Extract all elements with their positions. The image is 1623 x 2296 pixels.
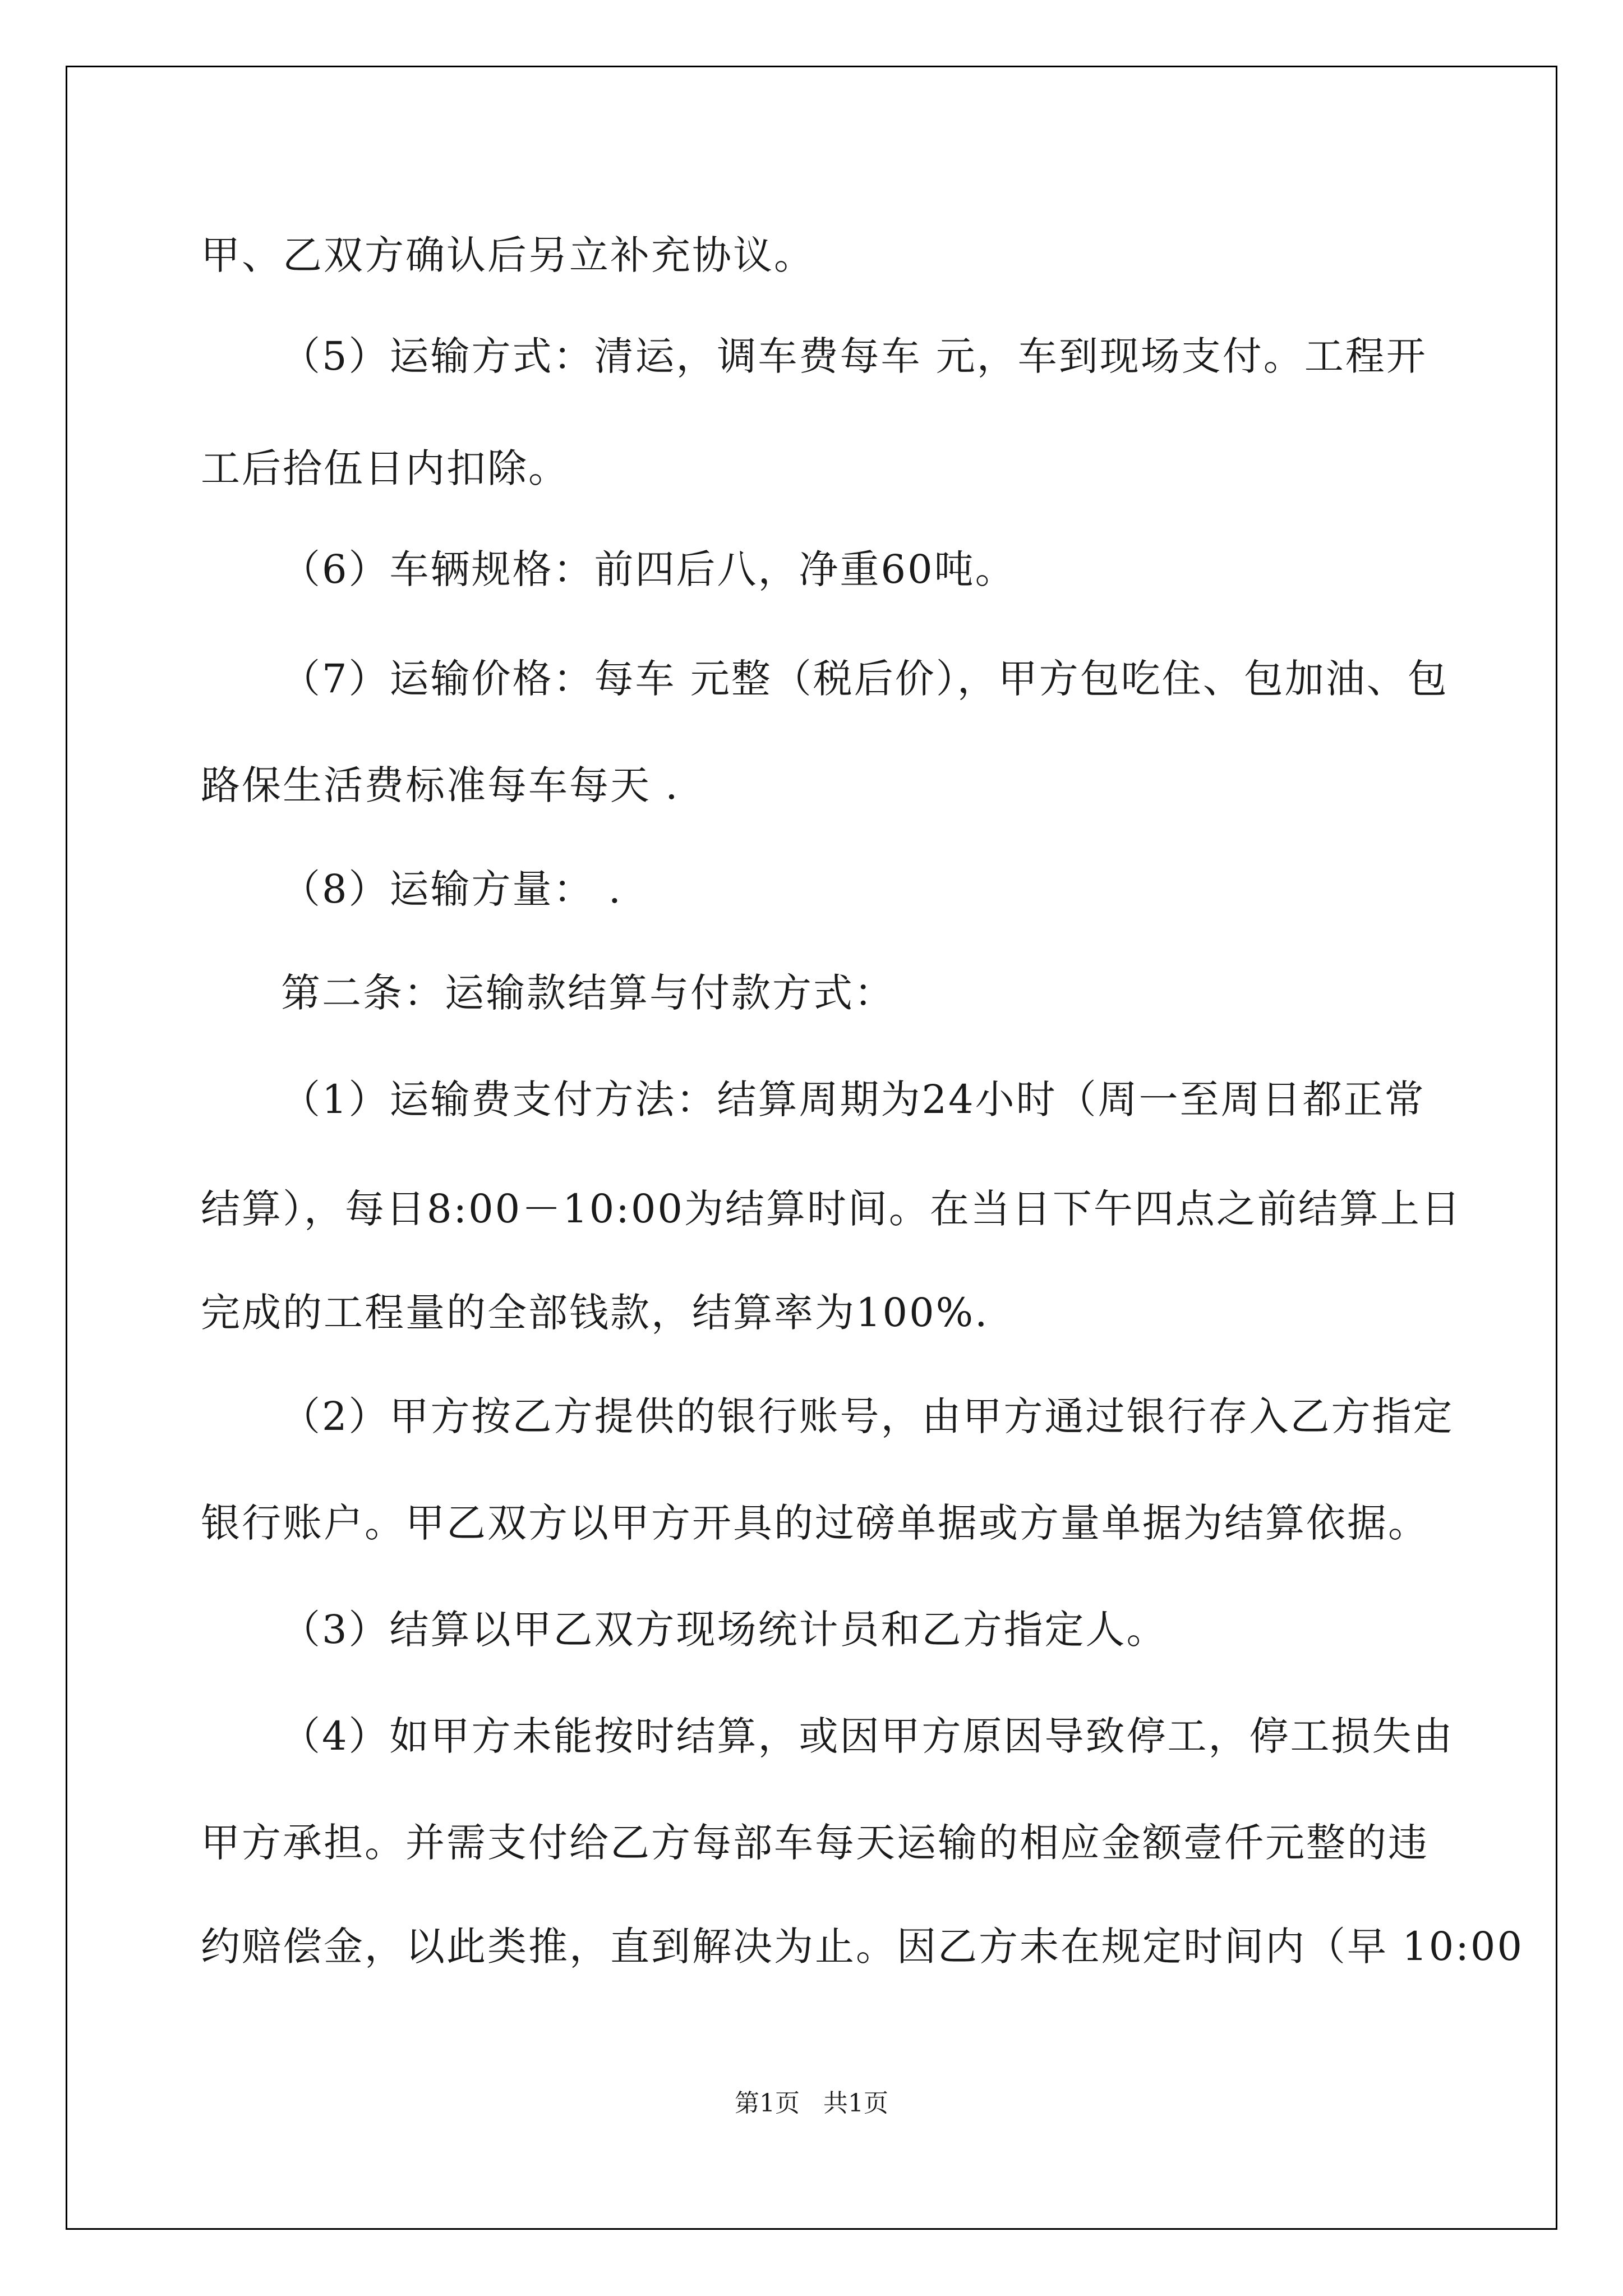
page-border xyxy=(66,66,1557,2230)
text-line: （8）运输方量： . xyxy=(281,866,623,912)
text-line: （7）运输价格：每车 元整（税后价），甲方包吃住、包加油、包 xyxy=(281,656,1449,702)
text-line: 完成的工程量的全部钱款，结算率为100%. xyxy=(201,1290,989,1336)
text-line: 甲方承担。并需支付给乙方每部车每天运输的相应金额壹仟元整的违 xyxy=(201,1820,1429,1866)
text-line: （2）甲方按乙方提供的银行账号，由甲方通过银行存入乙方指定 xyxy=(281,1393,1454,1439)
text-line: （1）运输费支付方法：结算周期为24小时（周一至周日都正常 xyxy=(281,1076,1426,1122)
section-heading: 第二条：运输款结算与付款方式： xyxy=(281,970,895,1016)
text-line: 结算），每日8:00－10:00为结算时间。在当日下午四点之前结算上日 xyxy=(201,1186,1462,1232)
text-line: 工后拾伍日内扣除。 xyxy=(201,445,569,491)
text-line: （5）运输方式：清运，调车费每车 元，车到现场支付。工程开 xyxy=(281,333,1427,379)
text-line: （3）结算以甲乙双方现场统计员和乙方指定人。 xyxy=(281,1607,1168,1653)
text-line: 约赔偿金，以此类推，直到解决为止。因乙方未在规定时间内（早 10:00 xyxy=(201,1924,1524,1970)
text-line: （6）车辆规格：前四后八，净重60吨。 xyxy=(281,546,1016,592)
page-number-footer: 第1页 共1页 xyxy=(735,2089,888,2118)
text-line: （4）如甲方未能按时结算，或因甲方原因导致停工，停工损失由 xyxy=(281,1713,1454,1759)
text-line: 银行账户。甲乙双方以甲方开具的过磅单据或方量单据为结算依据。 xyxy=(201,1500,1429,1546)
text-line: 路保生活费标准每车每天 . xyxy=(201,762,680,808)
text-line: 甲、乙双方确认后另立补充协议。 xyxy=(201,232,815,278)
